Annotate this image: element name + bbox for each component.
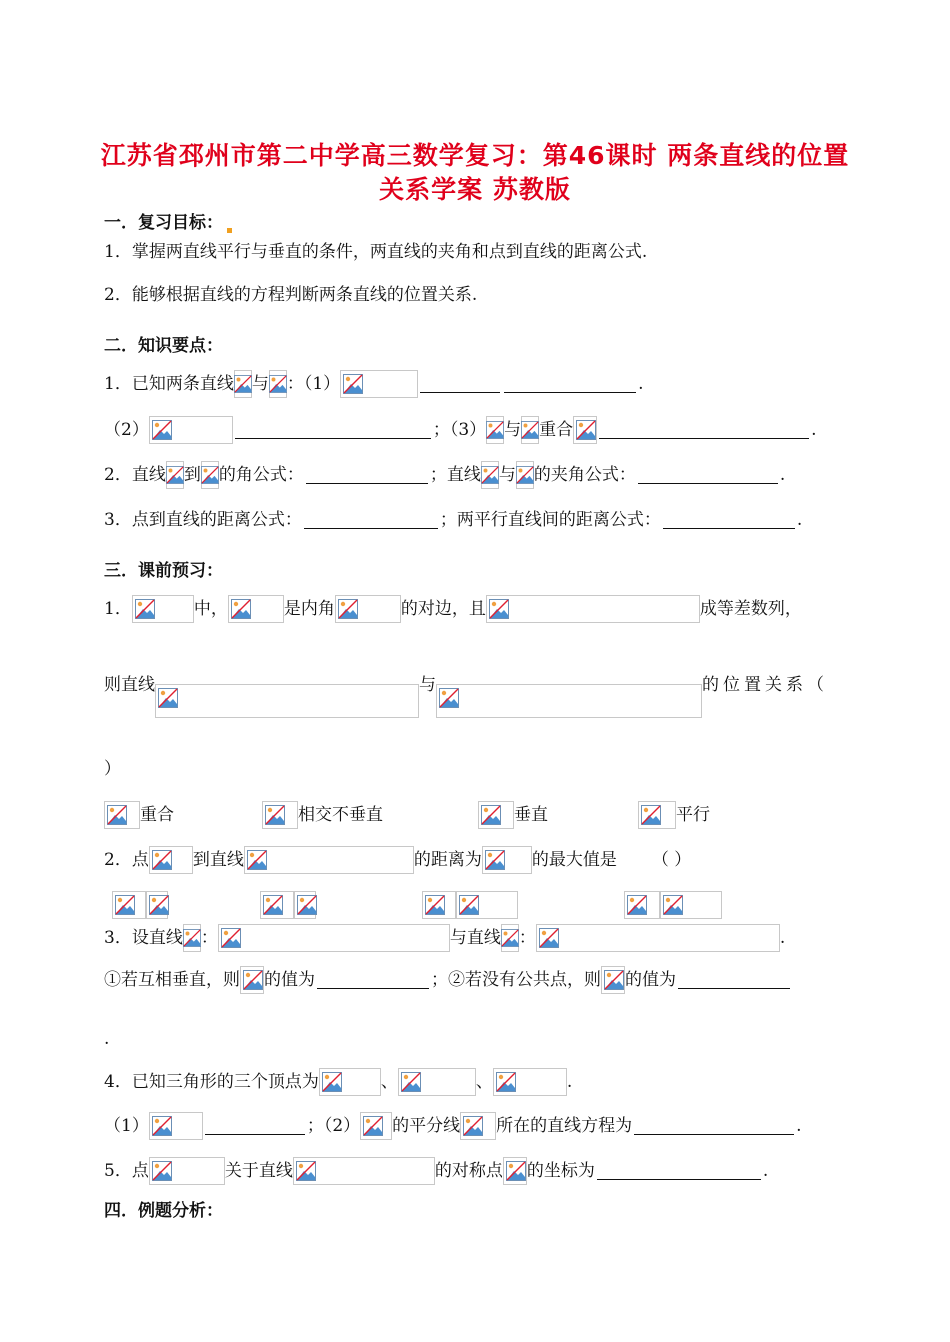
text: 的角公式： (218, 464, 304, 485)
formula-image-icon (627, 895, 647, 915)
option-c-text: 垂直 (514, 804, 548, 825)
formula-image-icon (152, 850, 172, 870)
text: ：（1） (286, 373, 341, 394)
formula-image-icon (231, 599, 251, 619)
formula-image-icon (234, 374, 252, 394)
formula-image (244, 846, 414, 874)
text: . (762, 1160, 769, 1181)
formula-image (436, 684, 702, 718)
formula-image-icon (425, 895, 445, 915)
preview-3-line-end: . (104, 1029, 110, 1049)
mark-dot (227, 228, 232, 233)
text: 2．点 (104, 849, 149, 870)
formula-image (149, 846, 193, 874)
formula-image-icon (152, 420, 172, 440)
formula-image (166, 461, 184, 489)
goal-item-2: 2．能够根据直线的方程判断两条直线的位置关系. (104, 285, 478, 305)
formula-image-icon (463, 1116, 483, 1136)
document-title-line2: 关系学案 苏教版 (379, 175, 571, 204)
formula-image (149, 416, 233, 444)
text: 重合 (539, 419, 574, 440)
formula-image-icon (247, 850, 267, 870)
text: 中， (193, 598, 228, 619)
preview-3 (104, 920, 785, 954)
formula-image-icon (243, 970, 263, 990)
formula-image (573, 416, 597, 444)
text: 、 (380, 1071, 398, 1092)
formula-image-icon (604, 970, 624, 990)
formula-image (486, 416, 504, 444)
formula-image (335, 595, 401, 623)
text: 的平分线 (392, 1115, 461, 1136)
formula-image (503, 1157, 527, 1185)
option-a-value-image (146, 891, 168, 919)
text: 则直线 (104, 675, 155, 695)
formula-image-icon (489, 599, 509, 619)
answer-bracket: （ ） (651, 849, 692, 870)
text: 的夹角公式： (533, 464, 636, 485)
text: 5．点 (104, 1160, 149, 1181)
formula-image-icon (481, 805, 501, 825)
formula-image-icon (149, 895, 169, 915)
preview-1-options (104, 797, 864, 831)
formula-image-icon (459, 895, 479, 915)
key-point-3 (104, 502, 802, 536)
option-b-image (260, 891, 294, 919)
preview-1-line-b (104, 668, 828, 720)
text: 与 (419, 675, 436, 695)
formula-image (201, 461, 219, 489)
section-heading-examples: 四．例题分析： (104, 1201, 223, 1221)
text: （1） (104, 1115, 149, 1136)
formula-image (398, 1068, 476, 1096)
formula-image (234, 370, 252, 398)
formula-image (183, 924, 201, 952)
formula-image (228, 595, 284, 623)
option-d-image (624, 891, 660, 919)
option-b-image (262, 801, 298, 829)
formula-image (601, 966, 625, 994)
formula-image (501, 924, 519, 952)
formula-image-icon (135, 599, 155, 619)
preview-5 (104, 1153, 768, 1187)
formula-image (482, 846, 532, 874)
text: ；两平行直线间的距离公式： (439, 509, 661, 530)
text: 3．点到直线的距离公式： (104, 509, 302, 530)
text: ： (518, 927, 536, 948)
text: ①若互相垂直，则 (104, 969, 240, 990)
text: . (566, 1071, 573, 1092)
section-heading-review-goals (104, 208, 232, 233)
text: ；（3） (432, 419, 487, 440)
preview-2 (104, 842, 691, 876)
formula-image-icon (297, 895, 317, 915)
formula-image-icon (107, 805, 127, 825)
formula-image-icon (322, 1072, 342, 1092)
formula-image-icon (576, 420, 596, 440)
formula-image-icon (485, 850, 505, 870)
answer-blank (420, 374, 500, 393)
formula-image (269, 370, 287, 398)
text: 1．已知两条直线 (104, 373, 234, 394)
text: 的对称点 (434, 1160, 503, 1181)
text: 的值为 (264, 969, 315, 990)
formula-image-icon (401, 1072, 421, 1092)
formula-image-icon (338, 599, 358, 619)
formula-image-icon (158, 688, 178, 708)
text: 的对边，且 (400, 598, 486, 619)
answer-blank (235, 420, 431, 439)
formula-image-icon (166, 465, 184, 485)
formula-image-icon (152, 1116, 172, 1136)
text: 成等差数列， (699, 598, 802, 619)
text: . (811, 419, 817, 440)
formula-image-icon (152, 1161, 172, 1181)
answer-blank (634, 1116, 794, 1135)
option-d-image (638, 801, 676, 829)
option-a-text: 重合 (140, 804, 174, 825)
formula-image-icon (516, 465, 534, 485)
formula-image (481, 461, 499, 489)
answer-blank (599, 420, 809, 439)
preview-4-questions (104, 1108, 802, 1142)
option-a-image (112, 891, 146, 919)
text: 1． (104, 598, 132, 619)
text: 的值为 (625, 969, 676, 990)
formula-image-icon (343, 374, 363, 394)
text: . (796, 1115, 802, 1136)
text: 的位置关系（ (702, 675, 828, 695)
formula-image (293, 1157, 435, 1185)
formula-image (521, 416, 539, 444)
document-title-line1: 江苏省邳州市第二中学高三数学复习：第46课时 两条直线的位置 (100, 141, 850, 170)
answer-blank (597, 1161, 761, 1180)
text: 4．已知三角形的三个顶点为 (104, 1071, 319, 1092)
option-c-image (478, 801, 514, 829)
answer-blank (304, 510, 438, 529)
text: ；（2） (306, 1115, 361, 1136)
answer-blank (306, 465, 428, 484)
formula-image-icon (439, 688, 459, 708)
preview-3-questions (104, 962, 792, 996)
formula-image (516, 461, 534, 489)
formula-image-icon (296, 1161, 316, 1181)
text: 是内角 (283, 598, 335, 619)
formula-image-icon (183, 928, 201, 948)
text: 与直线 (449, 927, 501, 948)
text: 关于直线 (224, 1160, 293, 1181)
text: ；直线 (429, 464, 481, 485)
text: . (779, 927, 786, 948)
option-d-text: 平行 (676, 804, 710, 825)
preview-2-options (112, 887, 872, 921)
text: 到直线 (192, 849, 244, 870)
key-point-1-line-a (104, 366, 644, 400)
answer-blank (638, 465, 778, 484)
section-heading-key-points: 二．知识要点： (104, 336, 223, 356)
formula-image (360, 1112, 392, 1140)
formula-image-icon (481, 465, 499, 485)
text: . (796, 509, 803, 530)
text: 与 (251, 373, 269, 394)
formula-image (486, 595, 700, 623)
text: 3．设直线 (104, 927, 183, 948)
formula-image-icon (263, 895, 283, 915)
key-point-1-line-b (104, 412, 817, 446)
option-b-value-image (294, 891, 316, 919)
option-b-text: 相交不垂直 (298, 804, 383, 825)
formula-image-icon (201, 465, 219, 485)
text: 与 (498, 464, 516, 485)
text: 的坐标为 (526, 1160, 595, 1181)
text: ： (200, 927, 218, 948)
text: 2．直线 (104, 464, 166, 485)
formula-image-icon (115, 895, 135, 915)
option-c-value-image (456, 891, 518, 919)
text: 的最大值是 (531, 849, 617, 870)
formula-image-icon (486, 420, 504, 440)
formula-image-icon (641, 805, 661, 825)
formula-image (460, 1112, 496, 1140)
text: 与 (504, 419, 522, 440)
option-d-value-image (660, 891, 722, 919)
formula-image (536, 924, 780, 952)
formula-image (132, 595, 194, 623)
heading-text: 一．复习目标： (104, 213, 223, 233)
formula-image (155, 684, 419, 718)
formula-image-icon (363, 1116, 383, 1136)
formula-image (240, 966, 264, 994)
answer-blank (317, 970, 429, 989)
formula-image-icon (221, 928, 241, 948)
text: 到 (183, 464, 201, 485)
formula-image (493, 1068, 567, 1096)
formula-image (340, 370, 418, 398)
formula-image-icon (521, 420, 539, 440)
answer-blank (205, 1116, 305, 1135)
preview-4 (104, 1064, 572, 1098)
formula-image-icon (269, 374, 287, 394)
text: （2） (104, 419, 149, 440)
formula-image-icon (501, 928, 519, 948)
preview-1-line-c: ） (104, 759, 121, 779)
text: 所在的直线方程为 (496, 1115, 633, 1136)
key-point-2 (104, 457, 785, 491)
answer-blank (663, 510, 795, 529)
formula-image-icon (265, 805, 285, 825)
preview-1-line-a (104, 591, 802, 625)
text: . (638, 373, 644, 394)
formula-image (149, 1157, 225, 1185)
text: . (779, 464, 786, 485)
text: ；②若没有公共点，则 (431, 969, 601, 990)
formula-image (218, 924, 450, 952)
option-c-image (422, 891, 456, 919)
formula-image (149, 1112, 203, 1140)
section-heading-preview: 三．课前预习： (104, 561, 223, 581)
text: 、 (475, 1071, 493, 1092)
formula-image-icon (539, 928, 559, 948)
formula-image (319, 1068, 381, 1096)
answer-blank (678, 970, 790, 989)
formula-image-icon (663, 895, 683, 915)
option-a-image (104, 801, 140, 829)
answer-blank (504, 374, 636, 393)
goal-item-1: 1．掌握两直线平行与垂直的条件，两直线的夹角和点到直线的距离公式. (104, 242, 648, 262)
formula-image-icon (506, 1161, 526, 1181)
text: 的距离为 (413, 849, 482, 870)
formula-image-icon (496, 1072, 516, 1092)
